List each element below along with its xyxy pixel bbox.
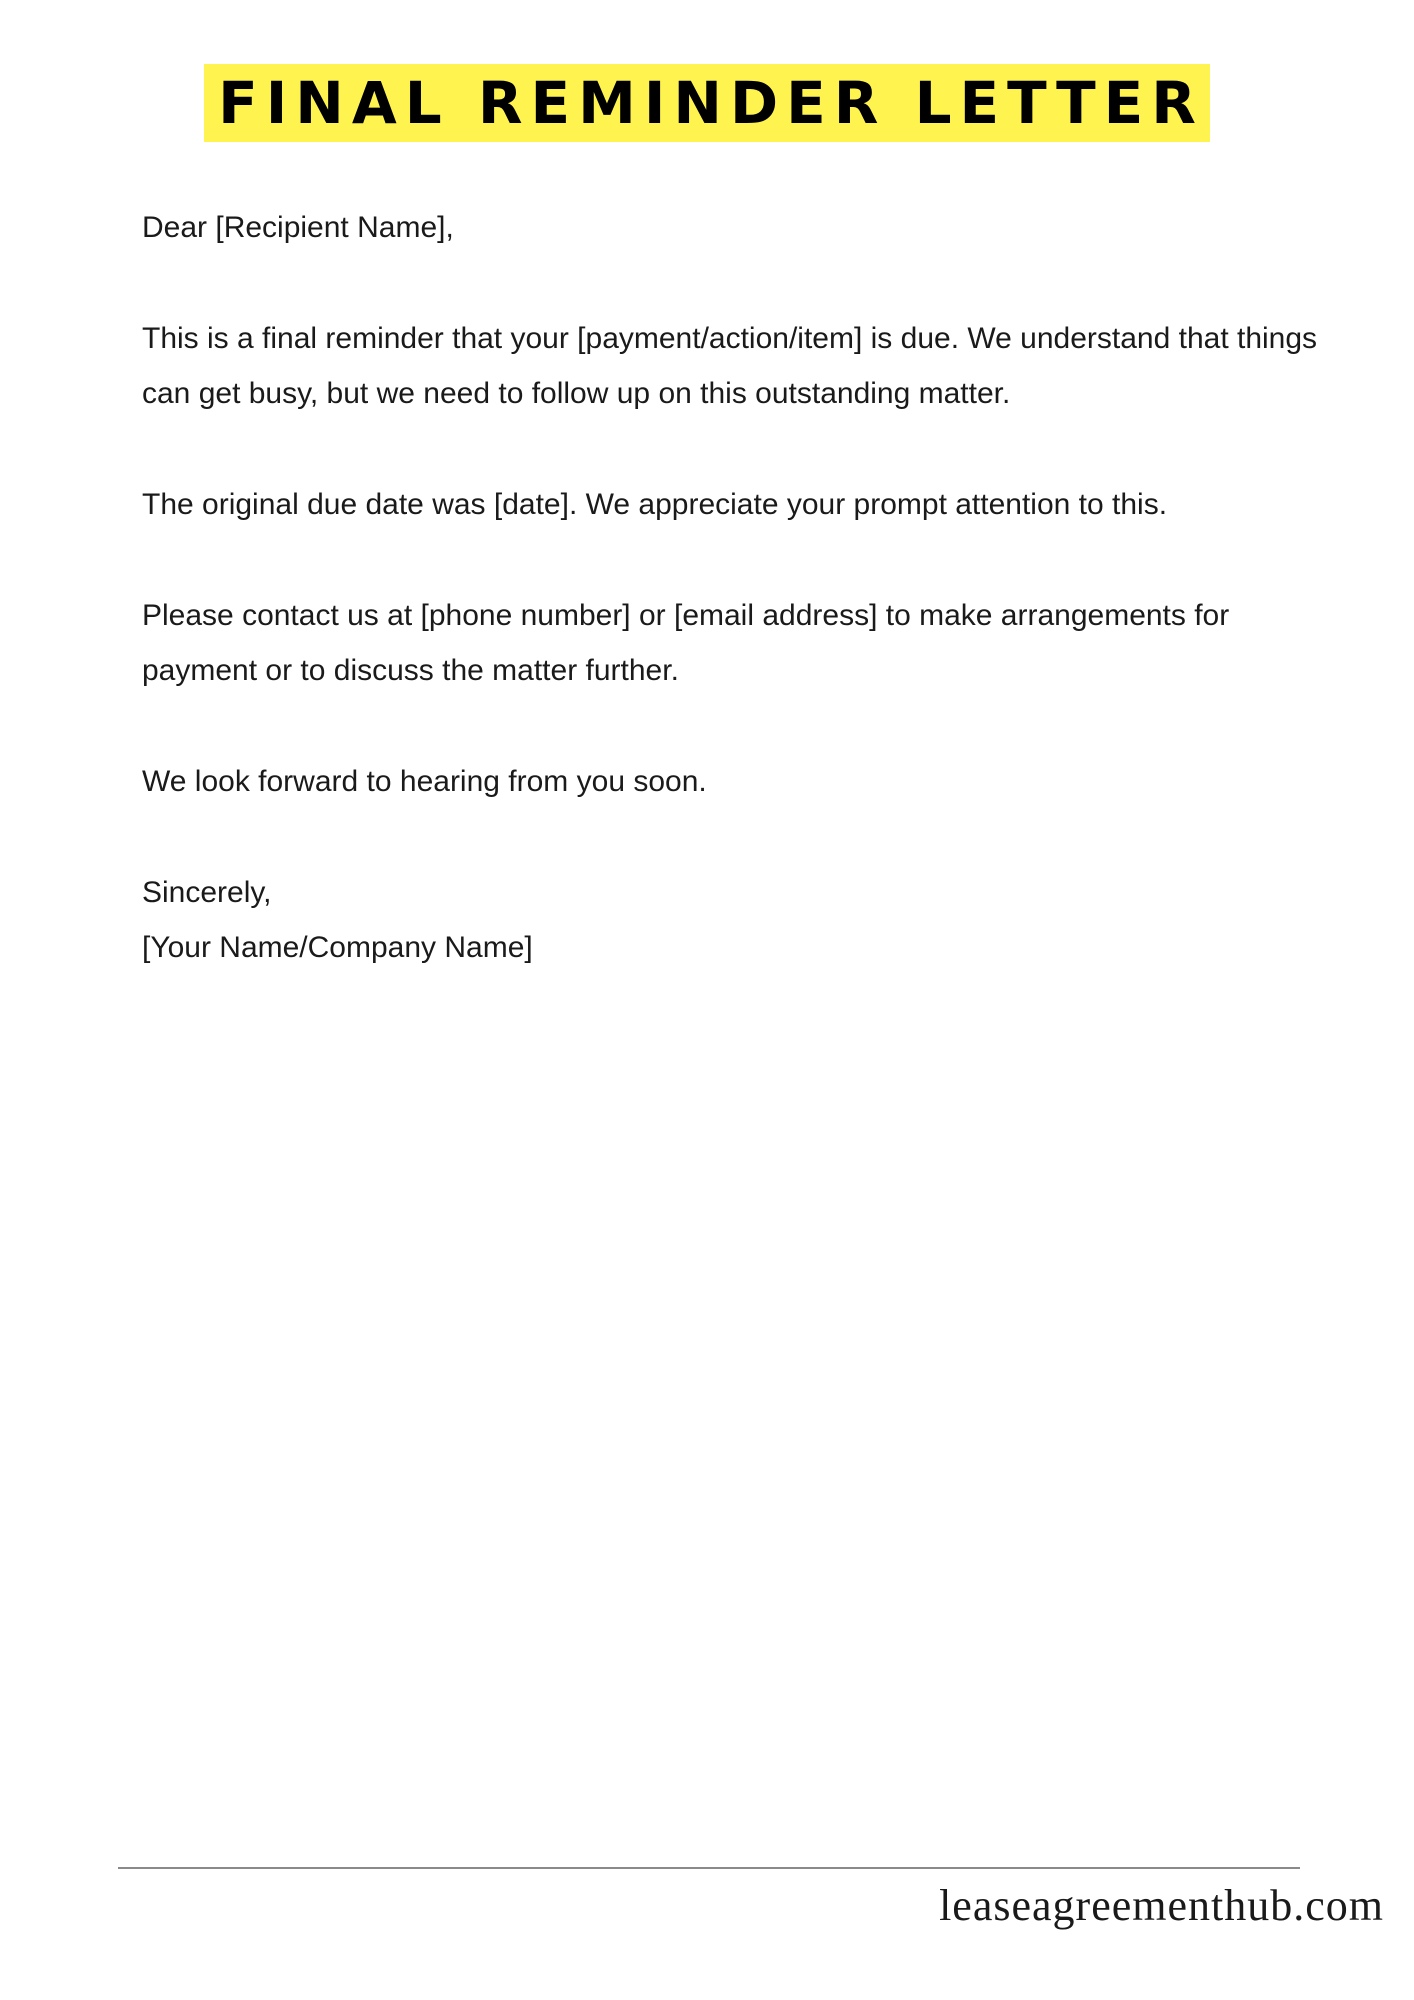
title-container xyxy=(0,64,1414,142)
letter-body xyxy=(142,200,1322,975)
paragraph-reminder: This is a final reminder that your [payment/action/item] is due. We understand that things can get busy, but we need to follow up on this outstanding matter. xyxy=(142,322,1318,410)
salutation: Dear [Recipient Name], xyxy=(142,211,454,244)
closing: Sincerely, xyxy=(142,876,272,909)
footer-brand: leaseagreementhub.com xyxy=(939,1881,1384,1930)
page-title: FINAL REMINDER LETTER xyxy=(204,64,1210,142)
paragraph-look-forward: We look forward to hearing from you soon. xyxy=(142,765,707,798)
paragraph-due-date: The original due date was [date]. We appreciate your prompt attention to this. xyxy=(142,488,1168,521)
signature: [Your Name/Company Name] xyxy=(142,931,533,964)
footer-divider xyxy=(118,1867,1300,1869)
paragraph-contact: Please contact us at [phone number] or [email address] to make arrangements for payment or to discuss the matter further. xyxy=(142,599,1230,687)
